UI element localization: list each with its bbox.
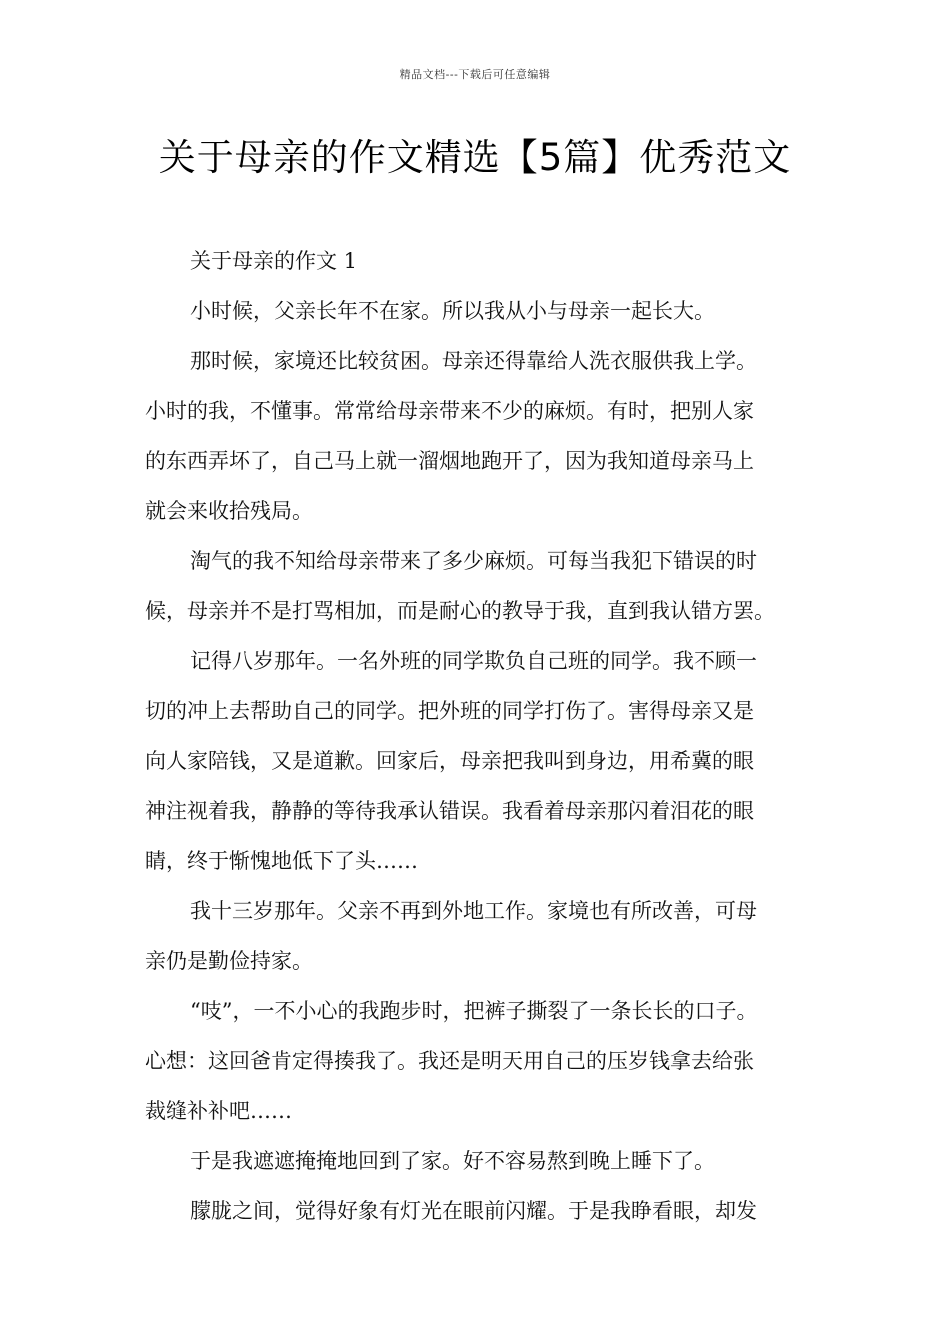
- text-line: 的东西弄坏了，自己马上就一溜烟地跑开了，因为我知道母亲马上: [145, 449, 754, 473]
- text-line: 我十三岁那年。父亲不再到外地工作。家境也有所改善，可母: [190, 899, 757, 923]
- header-note: 精品文档---下载后可任意编辑: [399, 68, 551, 81]
- text-line: 裁缝补补吧……: [145, 1099, 292, 1123]
- text-line: 就会来收拾残局。: [145, 499, 313, 523]
- text-line: 切的冲上去帮助自己的同学。把外班的同学打伤了。害得母亲又是: [145, 699, 754, 723]
- text-line: 神注视着我，静静的等待我承认错误。我看着母亲那闪着泪花的眼: [145, 799, 754, 823]
- document-title: 关于母亲的作文精选【5篇】优秀范文: [158, 136, 792, 179]
- text-line: “吱”，一不小心的我跑步时，把裤子撕裂了一条长长的口子。: [190, 999, 758, 1023]
- text-line: 朦胧之间，觉得好象有灯光在眼前闪耀。于是我睁看眼，却发: [190, 1199, 757, 1223]
- text-line: 亲仍是勤俭持家。: [145, 949, 313, 973]
- text-line: 小时的我，不懂事。常常给母亲带来不少的麻烦。有时，把别人家: [145, 399, 754, 423]
- text-line: 睛，终于惭愧地低下了头……: [145, 849, 418, 873]
- text-line: 淘气的我不知给母亲带来了多少麻烦。可每当我犯下错误的时: [190, 549, 757, 573]
- text-line: 记得八岁那年。一名外班的同学欺负自己班的同学。我不顾一: [190, 649, 757, 673]
- text-line: 关于母亲的作文 1: [190, 249, 358, 273]
- text-line: 小时候，父亲长年不在家。所以我从小与母亲一起长大。: [190, 299, 715, 323]
- document-body: [145, 236, 823, 1236]
- text-line: 向人家陪钱，又是道歉。回家后，母亲把我叫到身边，用希冀的眼: [145, 749, 754, 773]
- text-line: 心想：这回爸肯定得揍我了。我还是明天用自己的压岁钱拿去给张: [145, 1049, 754, 1073]
- text-line: 于是我遮遮掩掩地回到了家。好不容易熬到晚上睡下了。: [190, 1149, 715, 1173]
- text-line: 那时候，家境还比较贫困。母亲还得靠给人洗衣服供我上学。: [190, 349, 757, 373]
- text-line: 候，母亲并不是打骂相加，而是耐心的教导于我，直到我认错方罢。: [145, 599, 775, 623]
